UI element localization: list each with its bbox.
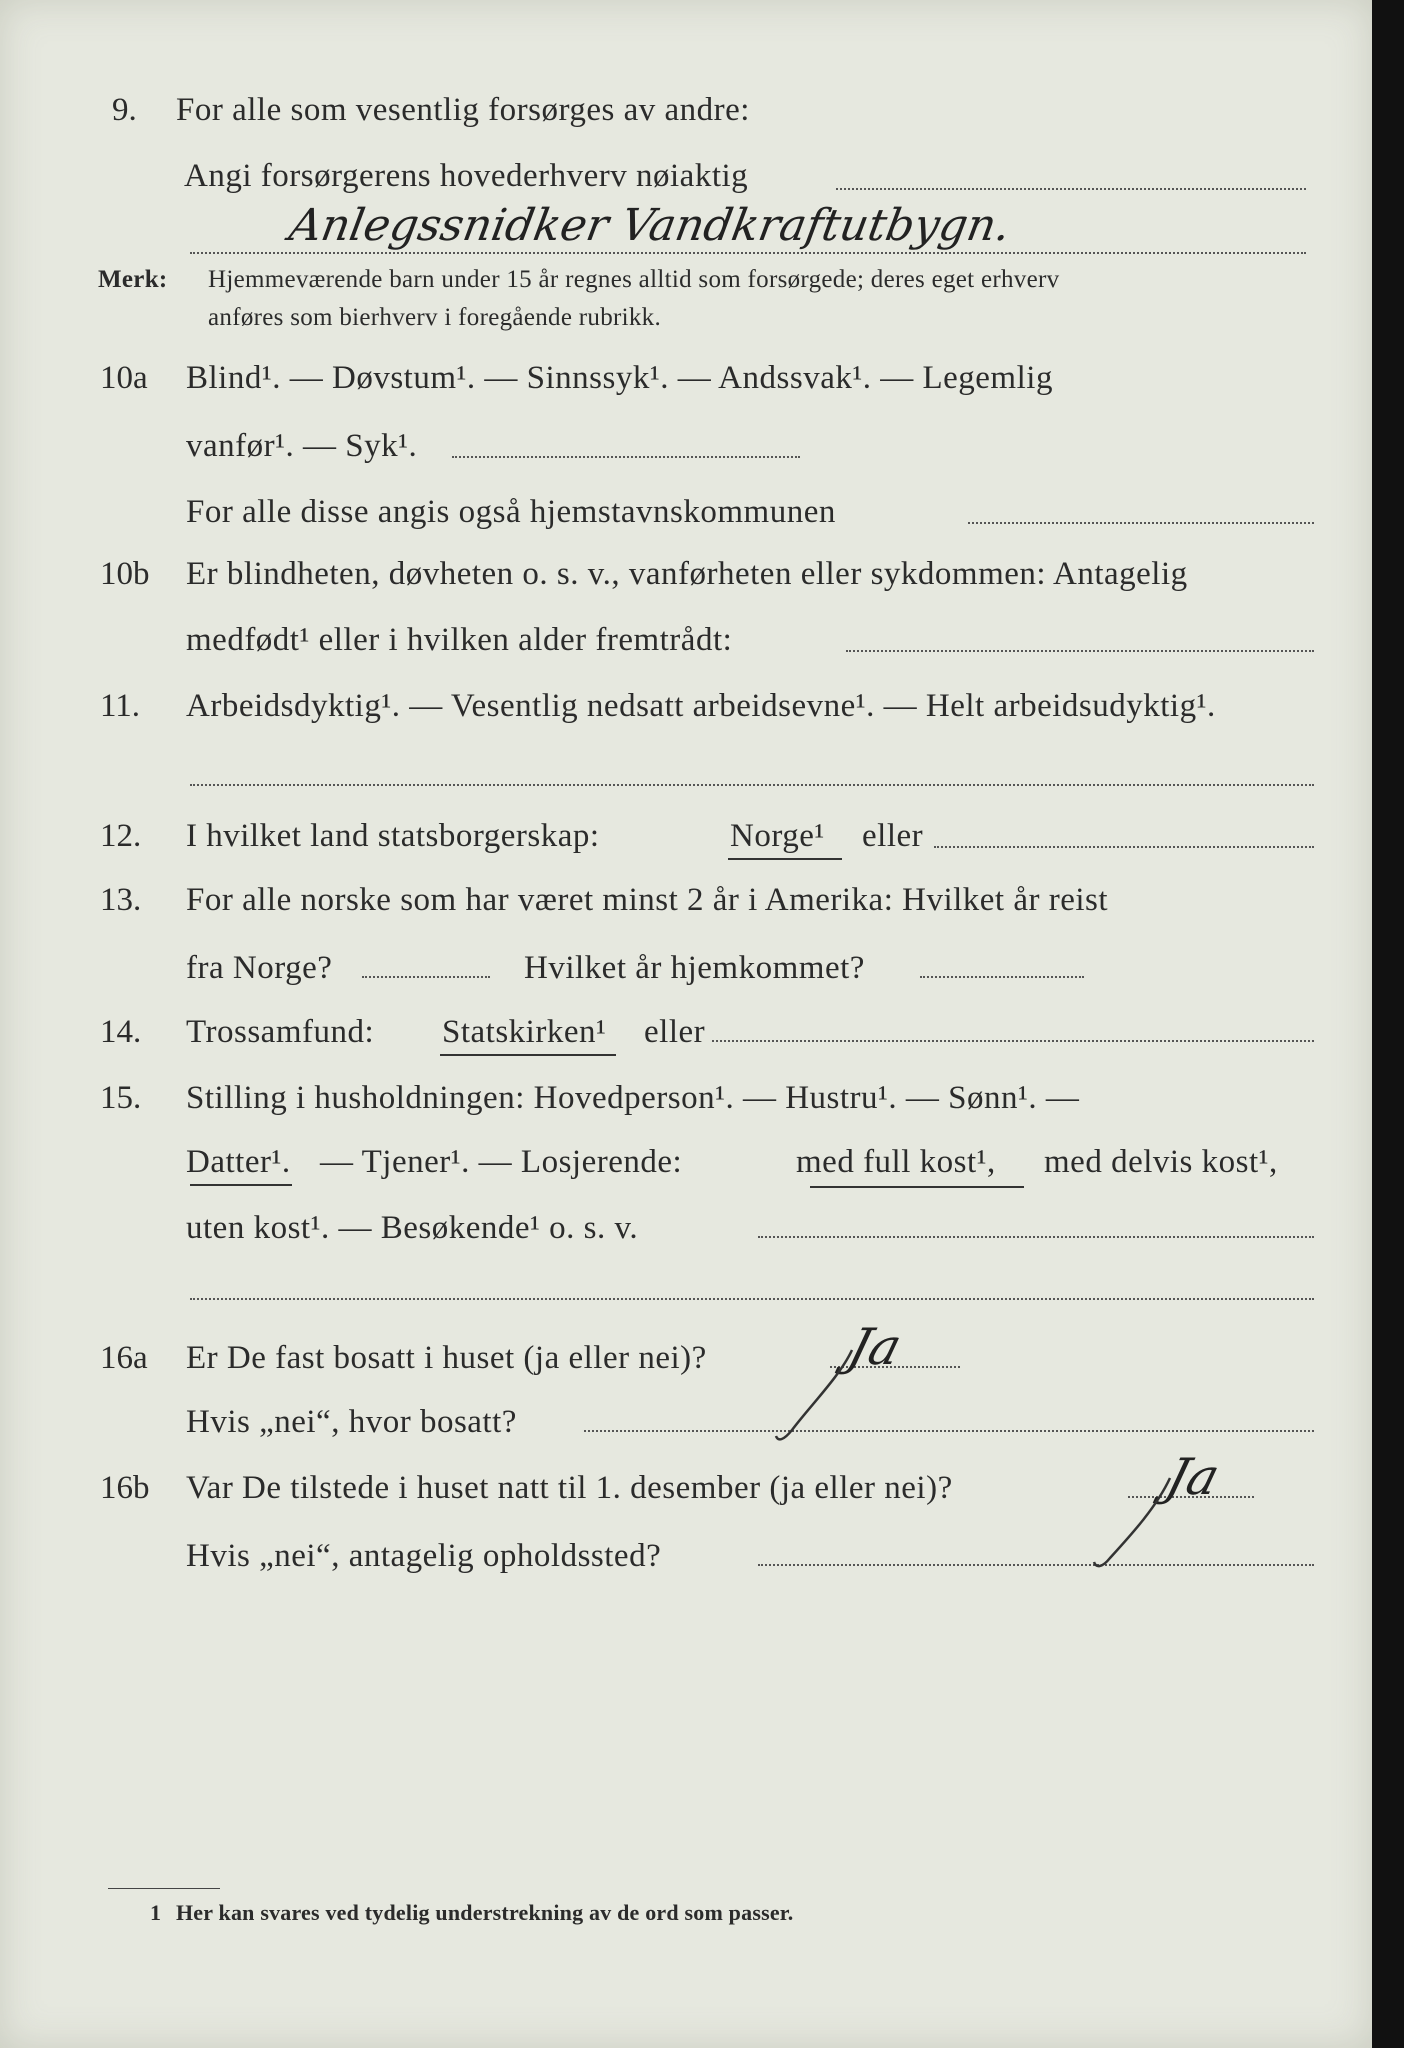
q15-full-kost-underline <box>810 1186 1024 1188</box>
q16a-bosatt-line <box>584 1430 1314 1432</box>
item-number-16a: 16a <box>100 1340 148 1376</box>
q9-handwritten-answer: Anlegssnidker Vandkraftutbygn. <box>285 200 1015 251</box>
q12-norge: Norge¹ <box>730 818 825 854</box>
q15-datter: Datter¹. <box>186 1144 291 1180</box>
merk-label: Merk: <box>98 266 168 293</box>
q12-line-1: I hvilket land statsborgerskap: <box>186 818 600 854</box>
q14-eller: eller <box>644 1014 706 1050</box>
item-number-10a: 10a <box>100 360 148 396</box>
q15-answer-line-2 <box>190 1298 1314 1300</box>
q9-answer-line-1 <box>836 188 1306 190</box>
merk-line-2: anføres som bierhverv i foregående rubrikk. <box>208 304 662 331</box>
q10b-line-1: Er blindheten, døvheten o. s. v., vanførheten eller sykdommen: Antagelig <box>186 556 1188 592</box>
q12-eller: eller <box>862 818 924 854</box>
item-number-11: 11. <box>100 688 141 724</box>
item-number-14: 14. <box>100 1014 142 1050</box>
q16b-handwritten-answer: Ja <box>1160 1448 1226 1506</box>
q13-reist-line <box>362 976 490 978</box>
q9-answer-line-2 <box>190 252 1306 254</box>
q10a-hjemstavn-line <box>968 522 1314 524</box>
q16a-tick-stroke <box>770 1346 860 1446</box>
q9-title: For alle som vesentlig forsørges av andre: <box>176 92 750 128</box>
q10b-line-2: medfødt¹ eller i hvilken alder fremtrådt: <box>186 622 733 658</box>
q11-answer-line <box>190 784 1314 786</box>
q16a-line-1: Er De fast bosatt i huset (ja eller nei)? <box>186 1340 707 1376</box>
q16b-line-2: Hvis „nei“, antagelig opholdssted? <box>186 1538 662 1574</box>
q14-label: Trossamfund: <box>186 1014 375 1050</box>
q10a-line-1: Blind¹. — Døvstum¹. — Sinnssyk¹. — Andssvak¹. — Legemlig <box>186 360 1053 396</box>
q15-datter-underline <box>190 1184 292 1186</box>
q13-hjemkommet-line <box>920 976 1084 978</box>
item-number-10b: 10b <box>100 556 150 592</box>
scan-edge <box>1372 0 1404 2048</box>
q13-line-1: For alle norske som har været minst 2 år i Amerika: Hvilket år reist <box>186 882 1109 918</box>
q16b-tick-stroke <box>1086 1474 1176 1574</box>
q15-line-3: uten kost¹. — Besøkende¹ o. s. v. <box>186 1210 639 1246</box>
q15-answer-line-1 <box>758 1236 1314 1238</box>
q14-answer-line <box>712 1040 1314 1042</box>
q9-prompt: Angi forsørgerens hovederhverv nøiaktig <box>184 158 749 194</box>
q15-line-2-end: med delvis kost¹, <box>1044 1144 1278 1180</box>
footnote-text: Her kan svares ved tydelig understrekning av de ord som passer. <box>176 1900 794 1925</box>
q14-statskirken: Statskirken¹ <box>442 1014 607 1050</box>
q10b-answer-line <box>846 650 1314 652</box>
merk-line-1: Hjemmeværende barn under 15 år regnes alltid som forsørgede; deres eget erhverv <box>208 266 1060 293</box>
q10a-syk-line <box>452 456 800 458</box>
item-number-13: 13. <box>100 882 142 918</box>
q16a-handwritten-answer: Ja <box>842 1318 908 1376</box>
q15-line-1: Stilling i husholdningen: Hovedperson¹. — Hustru¹. — Sønn¹. — <box>186 1080 1080 1116</box>
item-number-9: 9. <box>112 92 137 128</box>
item-number-15: 15. <box>100 1080 142 1116</box>
q12-answer-line <box>934 846 1314 848</box>
footnote-mark: 1 <box>150 1900 162 1925</box>
q14-statskirken-underline <box>440 1054 616 1056</box>
q15-line-2-mid: — Tjener¹. — Losjerende: <box>320 1144 683 1180</box>
q16b-line-1: Var De tilstede i huset natt til 1. desember (ja eller nei)? <box>186 1470 953 1506</box>
q12-norge-underline <box>728 858 842 860</box>
q10a-line-2: vanfør¹. — Syk¹. <box>186 428 418 464</box>
q13-line-2a: fra Norge? <box>186 950 333 986</box>
q15-full-kost: med full kost¹, <box>796 1144 996 1180</box>
q13-line-2b: Hvilket år hjemkommet? <box>524 950 865 986</box>
q10a-line-3: For alle disse angis også hjemstavnskommunen <box>186 494 836 530</box>
q11-line-1: Arbeidsdyktig¹. — Vesentlig nedsatt arbeidsevne¹. — Helt arbeidsudyktig¹. <box>186 688 1216 724</box>
item-number-16b: 16b <box>100 1470 150 1506</box>
footnote-rule <box>108 1888 220 1889</box>
q16b-opholdssted-line <box>758 1564 1314 1566</box>
item-number-12: 12. <box>100 818 142 854</box>
q16a-line-2: Hvis „nei“, hvor bosatt? <box>186 1404 517 1440</box>
